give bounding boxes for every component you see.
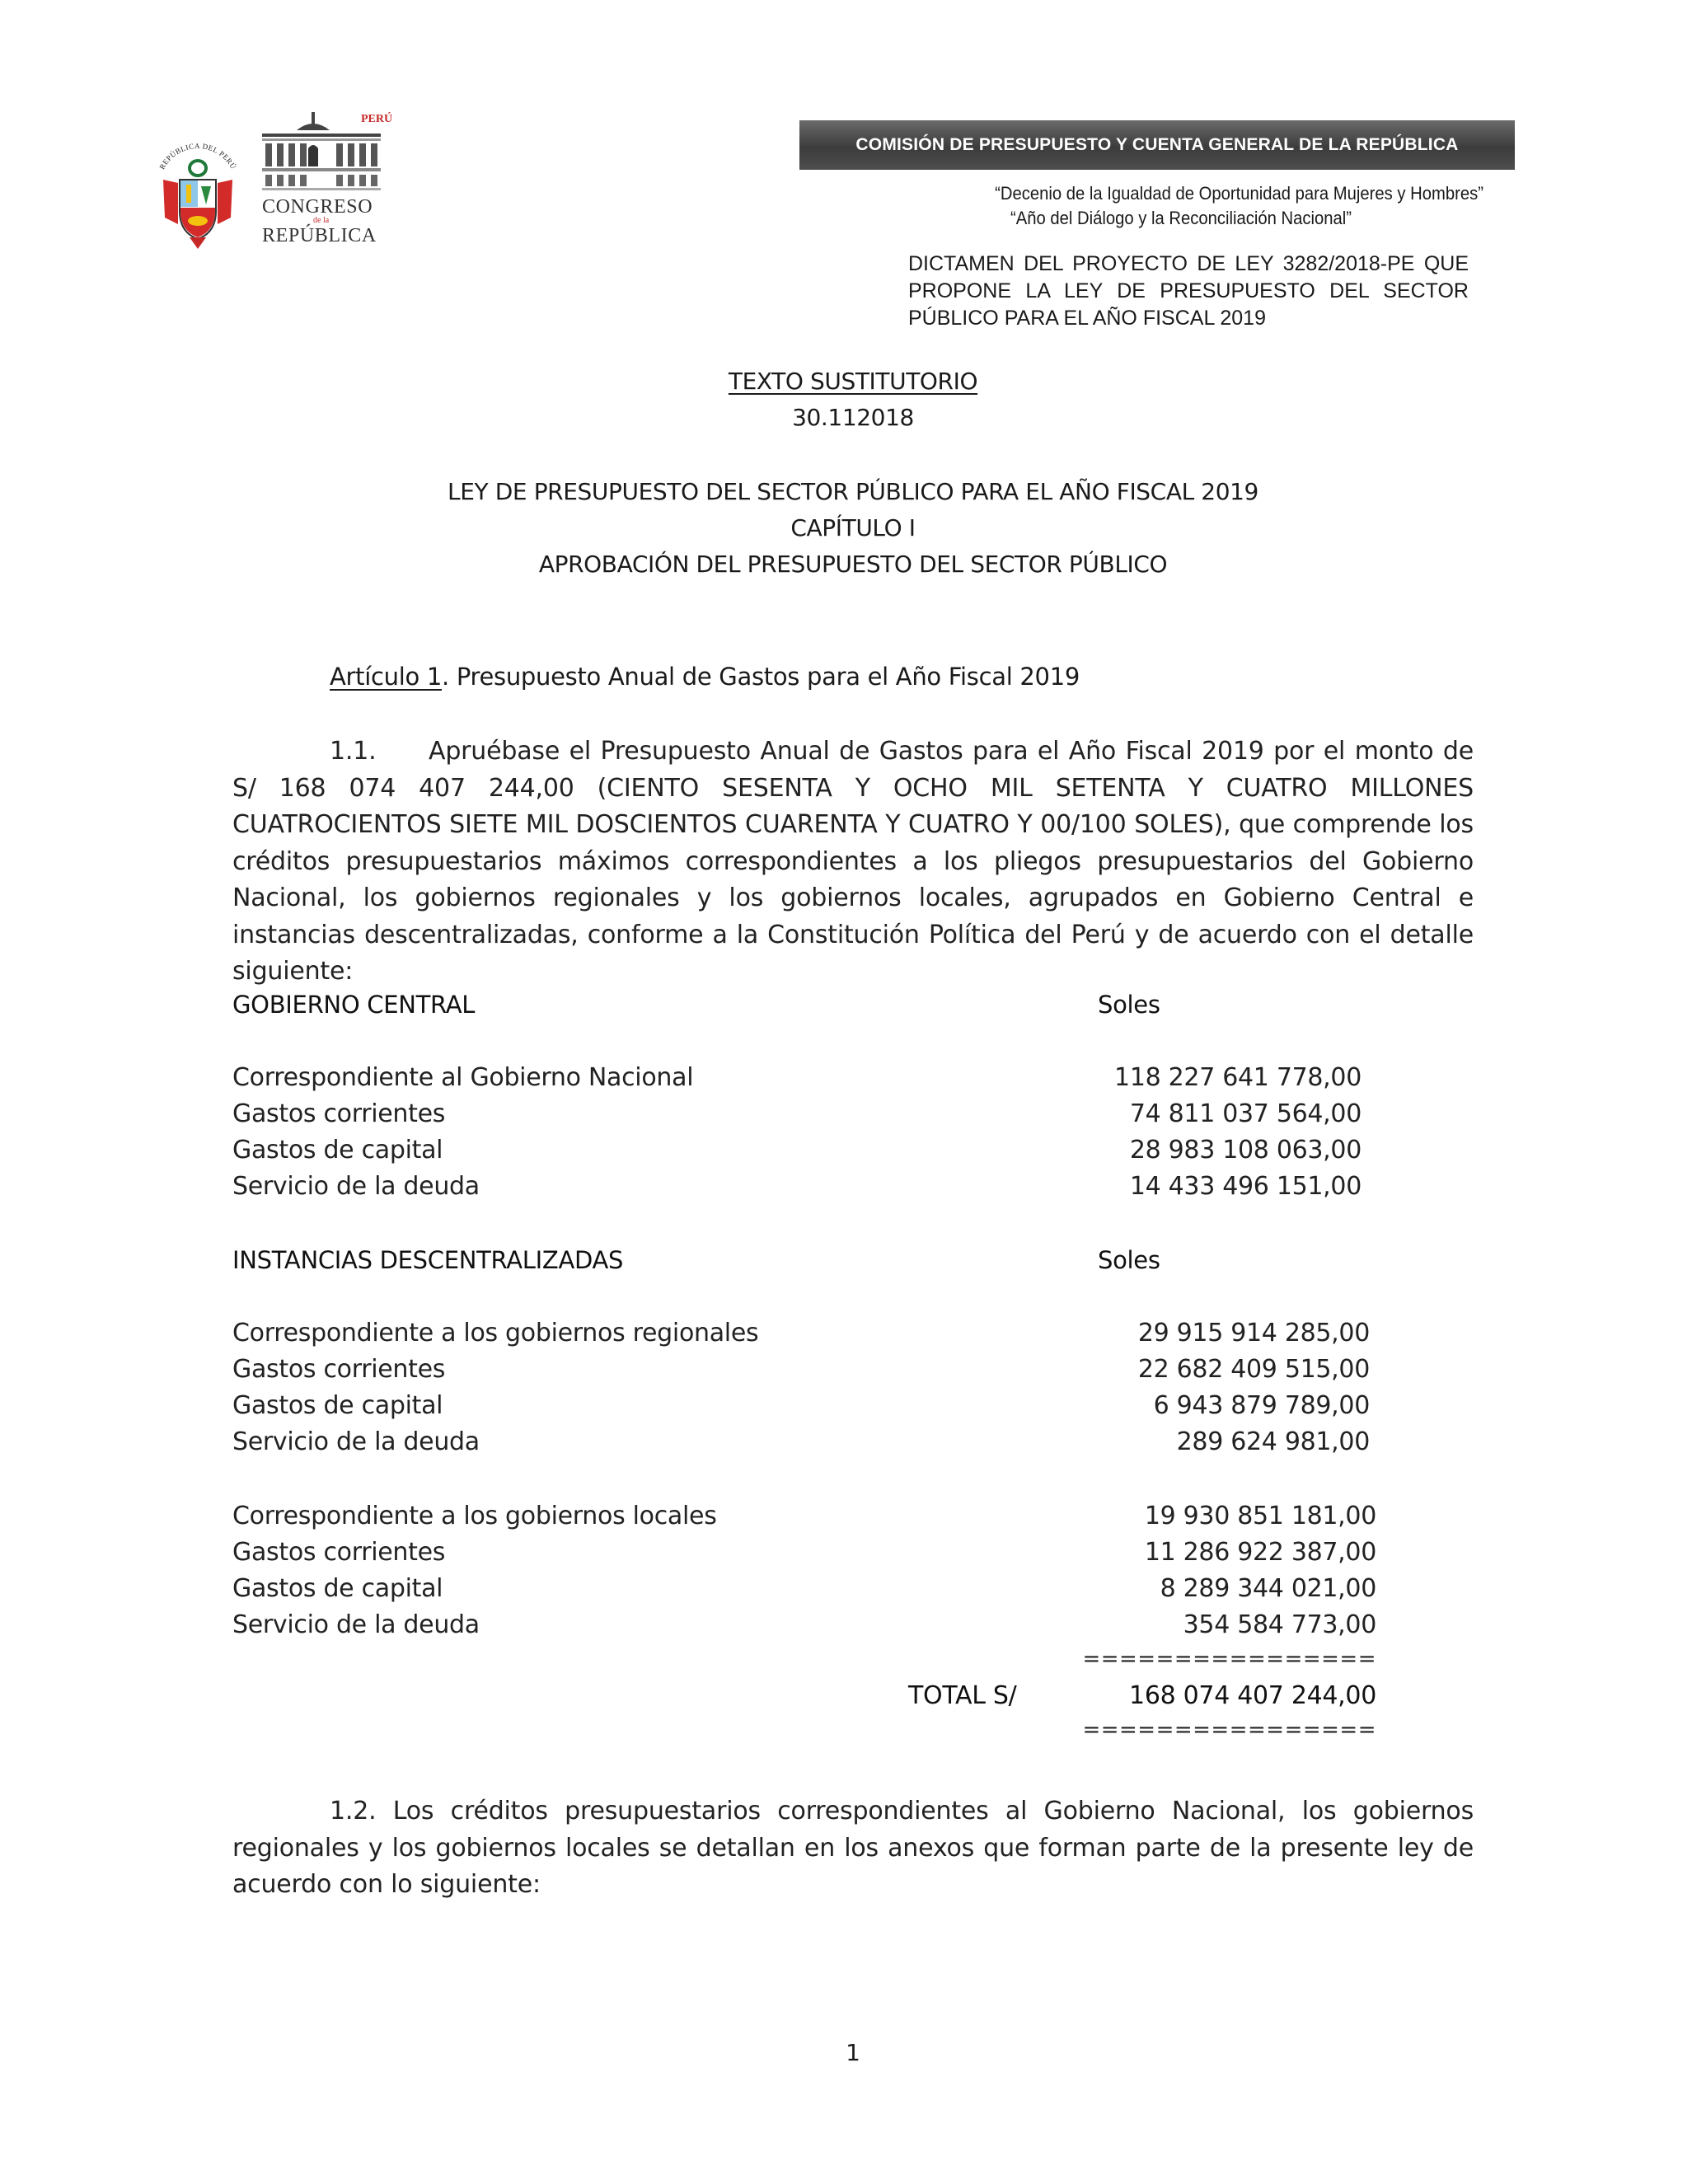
- decenio-motto: “Decenio de la Igualdad de Oportunidad para Mujeres y Hombres”: [995, 183, 1483, 204]
- logo-line1: CONGRESO: [262, 196, 373, 218]
- total-amount: 168 074 407 244,00: [1129, 1681, 1376, 1710]
- paragraph-text: Apruébase el Presupuesto Anual de Gastos para el Año Fiscal 2019 por el monto de S/ 168 074 407 244,00 (CIENTO SESENTA Y OCHO MIL SETENTA Y CUATRO MILLONES CUATROCIENTOS SIETE MIL DOSCIENTOS CUARENTA Y CUATRO Y 00/100 SOLES), que comprende los créditos presupuestarios máximos correspondientes a los pliegos presupuestarios del Gobierno Nacional, los gobiernos regionales y los gobiernos locales, agrupados en Gobierno Central e instancias descentralizadas, conforme a la Constitución Política del Perú y de acuerdo con el detalle siguiente:: [232, 737, 1474, 986]
- table-row: Gastos de capital 28 983 108 063,00: [232, 1136, 1362, 1165]
- separator-line-top: ================: [1082, 1647, 1376, 1671]
- table-row: Correspondiente al Gobierno Nacional 118 227 641 778,00: [232, 1063, 1362, 1092]
- peru-coat-of-arms-seal: [148, 132, 247, 255]
- table-row: Gastos corrientes 11 286 922 387,00: [232, 1538, 1376, 1567]
- chapter-title: CAPÍTULO I: [790, 514, 916, 541]
- total-label: TOTAL S/: [908, 1681, 1017, 1710]
- separator-line-bottom: ================: [1082, 1718, 1376, 1742]
- unit-label: Soles: [1098, 1246, 1160, 1274]
- logo-peru-label: PERÚ: [361, 113, 393, 125]
- commission-banner: [799, 120, 1515, 170]
- table-row: Correspondiente a los gobiernos locales 19 930 851 181,00: [232, 1502, 1376, 1530]
- section-heading-descentralizadas: INSTANCIAS DESCENTRALIZADAS Soles: [232, 1246, 1160, 1274]
- article-1-heading: [330, 663, 1080, 691]
- chapter-subtitle: APROBACIÓN DEL PRESUPUESTO DEL SECTOR PÚBLICO: [538, 551, 1168, 578]
- svg-text:REPÚBLICA DEL PERÚ: [157, 142, 237, 171]
- table-row: Servicio de la deuda 14 433 496 151,00: [232, 1172, 1362, 1201]
- table-row: Gastos corrientes 74 811 037 564,00: [232, 1099, 1362, 1128]
- table-row: Servicio de la deuda 354 584 773,00: [232, 1610, 1376, 1639]
- table-row: Gastos de capital 6 943 879 789,00: [232, 1391, 1370, 1420]
- commission-name: COMISIÓN DE PRESUPUESTO Y CUENTA GENERAL DE LA REPÚBLICA: [855, 135, 1459, 154]
- table-row: Correspondiente a los gobiernos regionales 29 915 914 285,00: [232, 1319, 1370, 1347]
- paragraph-number: 1.1.: [330, 737, 377, 766]
- article-label: Artículo 1: [330, 663, 442, 691]
- page-number: 1: [846, 2039, 860, 2066]
- paragraph-1-1: [232, 733, 1474, 991]
- dictamen-heading: DICTAMEN DEL PROYECTO DE LEY 3282/2018-PE QUE PROPONE LA LEY DE PRESUPUESTO DEL SECTOR PÚBLICO PARA EL AÑO FISCAL 2019: [908, 252, 1469, 330]
- total-row: [232, 1681, 1376, 1718]
- table-row: Gastos corrientes 22 682 409 515,00: [232, 1355, 1370, 1384]
- article-title: . Presupuesto Anual de Gastos para el Año Fiscal 2019: [441, 663, 1080, 691]
- texto-sustitutorio-title: TEXTO SUSTITUTORIO: [728, 368, 978, 395]
- logo-line2: de la: [313, 216, 330, 225]
- seal-text: REPÚBLICA DEL PERÚ: [157, 141, 238, 171]
- year-motto: “Año del Diálogo y la Reconciliación Nacional”: [1010, 208, 1352, 228]
- paragraph-text: 1.2. Los créditos presupuestarios correspondientes al Gobierno Nacional, los gobiernos regionales y los gobiernos locales se detallan en los anexos que forman parte de la presente ley de acuerdo con lo siguiente:: [232, 1797, 1474, 1899]
- paragraph-1-2: [232, 1793, 1474, 1904]
- table-row: Servicio de la deuda 289 624 981,00: [232, 1427, 1370, 1456]
- law-title: LEY DE PRESUPUESTO DEL SECTOR PÚBLICO PARA EL AÑO FISCAL 2019: [448, 478, 1258, 505]
- document-date: 30.112018: [792, 404, 914, 431]
- congress-logo: [255, 105, 393, 246]
- table-row: Gastos de capital 8 289 344 021,00: [232, 1574, 1376, 1603]
- logo-line3: REPÚBLICA: [262, 225, 377, 246]
- section-heading-central: GOBIERNO CENTRAL Soles: [232, 991, 1160, 1019]
- unit-label: Soles: [1098, 991, 1160, 1019]
